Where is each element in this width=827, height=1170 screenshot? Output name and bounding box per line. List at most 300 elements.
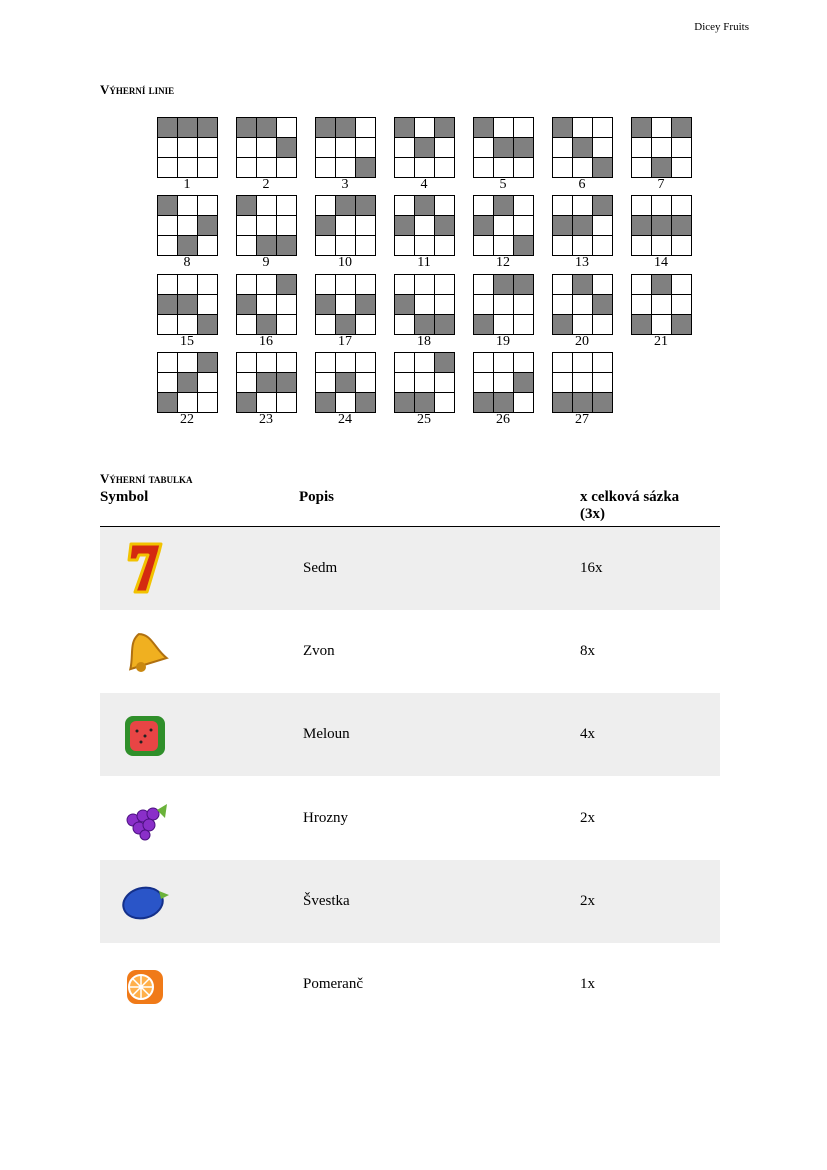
payline-cell-active (356, 196, 376, 216)
payline-cell (178, 315, 198, 335)
payline-cell (494, 216, 514, 236)
payline-cell (415, 216, 435, 236)
payline-cell-active (553, 393, 573, 413)
payline-cell (652, 118, 672, 138)
payline-cell (277, 315, 297, 335)
payline-cell (514, 393, 534, 413)
payline-cell (257, 393, 277, 413)
payline-cell (474, 275, 494, 295)
payline-cell (336, 393, 356, 413)
column-header-multiplier-line2: (3x) (580, 506, 605, 522)
payline-number: 19 (496, 334, 510, 349)
payline-diagram (315, 352, 376, 413)
payline-cell (573, 295, 593, 315)
payline-cell-active (237, 118, 257, 138)
payline-cell (257, 216, 277, 236)
symbol-description: Meloun (303, 726, 350, 742)
payline-cell (593, 236, 613, 256)
payline-cell (336, 353, 356, 373)
payline-cell-active (474, 393, 494, 413)
payline-diagram (236, 274, 297, 335)
payline-cell (435, 393, 455, 413)
payline-cell-active (632, 216, 652, 236)
payline-cell (198, 373, 218, 393)
payline-diagram (631, 274, 692, 335)
payline-cell-active (178, 236, 198, 256)
payline-cell (514, 216, 534, 236)
payline-cell (237, 158, 257, 178)
payline-cell (277, 353, 297, 373)
payline-cell-active (257, 373, 277, 393)
payline-cell (257, 158, 277, 178)
column-header-description: Popis (299, 489, 335, 505)
payline-cell-active (336, 373, 356, 393)
payline-number: 16 (259, 334, 273, 349)
payline-cell (593, 118, 613, 138)
payline-diagram (552, 195, 613, 256)
payline-number: 15 (180, 334, 194, 349)
payline-cell (474, 353, 494, 373)
payline-cell-active (257, 236, 277, 256)
payline-cell (395, 196, 415, 216)
payline-cell-active (336, 196, 356, 216)
payline-cell (514, 295, 534, 315)
payline-cell (316, 353, 336, 373)
payline-cell (573, 315, 593, 335)
symbol-description: Sedm (303, 560, 338, 576)
payline-cell (336, 275, 356, 295)
payline-diagram (236, 352, 297, 413)
payline-diagram (552, 352, 613, 413)
payline-number: 9 (262, 255, 270, 270)
column-header-multiplier (580, 489, 679, 523)
payline-cell-active (474, 118, 494, 138)
payline-cell (356, 353, 376, 373)
payline-cell (494, 315, 514, 335)
payline-cell-active (395, 295, 415, 315)
payline-diagram (394, 117, 455, 178)
payline-cell (316, 315, 336, 335)
payline-cell (395, 275, 415, 295)
payline-cell (632, 236, 652, 256)
seven-icon (115, 538, 175, 598)
payline-number: 11 (417, 255, 431, 270)
table-row (100, 610, 720, 693)
payline-cell (336, 138, 356, 158)
payline-diagram (473, 352, 534, 413)
payline-cell (632, 138, 652, 158)
symbol-description: Švestka (303, 893, 350, 909)
orange-icon (115, 954, 175, 1014)
payline-cell (356, 373, 376, 393)
payline-cell-active (593, 393, 613, 413)
payline-number: 7 (657, 177, 665, 192)
payline-cell-active (415, 196, 435, 216)
payline-cell-active (435, 353, 455, 373)
payline-cell (277, 216, 297, 236)
payline-cell-active (257, 315, 277, 335)
payline-cell (178, 393, 198, 413)
payline-diagram (157, 274, 218, 335)
payline-number: 1 (183, 177, 191, 192)
payline-cell-active (198, 118, 218, 138)
payline-cell (593, 373, 613, 393)
column-header-multiplier-line1: x celková sázka (580, 489, 680, 505)
payline-number: 5 (499, 177, 507, 192)
payline-cell (395, 315, 415, 335)
payline-cell (514, 118, 534, 138)
payline-cell (178, 216, 198, 236)
payline-cell (632, 295, 652, 315)
payline-cell (573, 158, 593, 178)
payline-cell-active (672, 315, 692, 335)
payline-number: 3 (341, 177, 349, 192)
payline-diagram (315, 274, 376, 335)
payline-diagram (236, 195, 297, 256)
payline-cell (474, 196, 494, 216)
payline-cell-active (415, 393, 435, 413)
payline-cell-active (672, 216, 692, 236)
payline-cell-active (553, 315, 573, 335)
payline-cell (593, 216, 613, 236)
payline-cell (198, 236, 218, 256)
payline-cell-active (356, 393, 376, 413)
payline-number: 12 (496, 255, 510, 270)
payline-cell (316, 275, 336, 295)
payline-number: 4 (420, 177, 428, 192)
payline-cell-active (573, 393, 593, 413)
payline-cell (593, 275, 613, 295)
payline-cell (158, 158, 178, 178)
payline-cell (237, 373, 257, 393)
payline-cell (336, 236, 356, 256)
payline-cell-active (198, 353, 218, 373)
payline-cell (435, 158, 455, 178)
payline-cell (316, 373, 336, 393)
payline-cell (356, 118, 376, 138)
payline-cell-active (514, 236, 534, 256)
payline-cell (514, 196, 534, 216)
payline-diagram (552, 274, 613, 335)
payline-diagram (631, 195, 692, 256)
symbol-multiplier: 2x (580, 893, 595, 909)
payline-cell (652, 196, 672, 216)
payline-cell-active (316, 295, 336, 315)
payline-cell-active (198, 315, 218, 335)
payline-cell (474, 138, 494, 158)
payline-number: 8 (183, 255, 191, 270)
payline-cell (553, 373, 573, 393)
payline-cell (573, 373, 593, 393)
payline-diagram (315, 117, 376, 178)
grapes-icon (115, 788, 175, 848)
payline-cell (573, 196, 593, 216)
payline-cell (435, 373, 455, 393)
payline-cell-active (652, 158, 672, 178)
payline-cell (395, 138, 415, 158)
payline-diagram (157, 352, 218, 413)
payline-cell-active (395, 216, 415, 236)
payline-cell (593, 315, 613, 335)
payline-diagram (315, 195, 376, 256)
payline-cell (672, 158, 692, 178)
payline-cell (316, 158, 336, 178)
payline-cell-active (652, 216, 672, 236)
payline-cell (474, 373, 494, 393)
payline-cell-active (494, 393, 514, 413)
payline-number: 17 (338, 334, 352, 349)
payline-diagram (473, 274, 534, 335)
payline-cell (514, 158, 534, 178)
payline-number: 14 (654, 255, 668, 270)
payline-cell (257, 275, 277, 295)
payline-cell (277, 118, 297, 138)
payline-cell (672, 196, 692, 216)
payline-diagram (394, 195, 455, 256)
payline-cell-active (277, 138, 297, 158)
payline-cell (474, 295, 494, 315)
payline-cell (178, 196, 198, 216)
payline-cell (494, 158, 514, 178)
payline-cell-active (237, 295, 257, 315)
payline-cell (435, 196, 455, 216)
payline-cell (415, 118, 435, 138)
table-row (100, 860, 720, 943)
payline-cell (553, 196, 573, 216)
payline-cell (494, 353, 514, 373)
payline-cell (474, 158, 494, 178)
payline-cell-active (277, 275, 297, 295)
payline-number: 13 (575, 255, 589, 270)
payline-cell (336, 158, 356, 178)
payline-cell-active (178, 118, 198, 138)
payline-cell-active (474, 315, 494, 335)
payline-diagram (394, 274, 455, 335)
payline-cell-active (514, 138, 534, 158)
symbol-multiplier: 2x (580, 810, 595, 826)
payline-number: 22 (180, 412, 194, 427)
payline-cell (553, 295, 573, 315)
payline-cell-active (415, 315, 435, 335)
payline-cell (415, 275, 435, 295)
payline-cell-active (178, 373, 198, 393)
payline-diagram (552, 117, 613, 178)
payline-cell (198, 275, 218, 295)
payline-cell (336, 295, 356, 315)
payline-cell (672, 236, 692, 256)
table-row (100, 693, 720, 776)
payline-cell (198, 196, 218, 216)
payline-cell (652, 138, 672, 158)
payline-number: 2 (262, 177, 270, 192)
payline-cell (415, 295, 435, 315)
payline-cell (316, 138, 336, 158)
payline-number: 24 (338, 412, 352, 427)
payline-cell (356, 275, 376, 295)
payline-cell (632, 196, 652, 216)
payline-cell (158, 216, 178, 236)
payline-cell-active (198, 216, 218, 236)
payline-cell-active (514, 373, 534, 393)
payline-cell (494, 373, 514, 393)
payline-number: 10 (338, 255, 352, 270)
payline-cell-active (158, 118, 178, 138)
payline-cell-active (356, 158, 376, 178)
payline-cell-active (632, 118, 652, 138)
payline-cell (198, 138, 218, 158)
payline-cell (356, 216, 376, 236)
payline-cell-active (514, 275, 534, 295)
payline-cell (553, 275, 573, 295)
payline-diagram (473, 117, 534, 178)
payline-cell-active (553, 118, 573, 138)
payline-cell (494, 118, 514, 138)
payline-cell-active (494, 196, 514, 216)
payline-cell (316, 196, 336, 216)
payline-cell (395, 353, 415, 373)
payline-cell (336, 216, 356, 236)
symbol-multiplier: 8x (580, 643, 595, 659)
payline-cell-active (237, 393, 257, 413)
payline-cell (553, 158, 573, 178)
payline-cell-active (573, 216, 593, 236)
payline-diagram (236, 117, 297, 178)
payline-cell (593, 138, 613, 158)
payline-cell-active (316, 216, 336, 236)
symbol-multiplier: 16x (580, 560, 603, 576)
paytable-heading: Výherní tabulka (100, 471, 193, 486)
payline-cell (316, 236, 336, 256)
payline-cell (672, 138, 692, 158)
payline-cell (237, 216, 257, 236)
payline-cell-active (395, 118, 415, 138)
payline-cell (178, 275, 198, 295)
payline-cell (494, 295, 514, 315)
payline-cell (178, 138, 198, 158)
payline-cell-active (573, 138, 593, 158)
payline-cell-active (672, 118, 692, 138)
payline-number: 18 (417, 334, 431, 349)
payline-cell (237, 236, 257, 256)
table-row (100, 527, 720, 610)
payline-cell (435, 295, 455, 315)
plum-icon (115, 871, 175, 931)
payline-cell (395, 236, 415, 256)
payline-cell (237, 315, 257, 335)
payline-diagram (157, 117, 218, 178)
symbol-multiplier: 4x (580, 726, 595, 742)
payline-cell-active (632, 315, 652, 335)
payline-cell (356, 138, 376, 158)
document-header-title: Dicey Fruits (694, 21, 749, 33)
payline-cell (435, 236, 455, 256)
payline-cell (474, 236, 494, 256)
payline-cell-active (277, 373, 297, 393)
payline-cell-active (316, 118, 336, 138)
payline-cell (652, 315, 672, 335)
payline-cell-active (158, 393, 178, 413)
payline-cell (652, 236, 672, 256)
symbol-description: Pomeranč (303, 976, 363, 992)
payline-cell (435, 138, 455, 158)
payline-cell-active (474, 216, 494, 236)
payline-cell-active (178, 295, 198, 315)
payline-cell (237, 138, 257, 158)
payline-number: 20 (575, 334, 589, 349)
payline-number: 26 (496, 412, 510, 427)
payline-cell (672, 275, 692, 295)
payline-cell (178, 158, 198, 178)
payline-cell (415, 158, 435, 178)
payline-number: 6 (578, 177, 586, 192)
payline-cell-active (494, 275, 514, 295)
payline-cell-active (237, 196, 257, 216)
payline-number: 27 (575, 412, 589, 427)
column-header-symbol: Symbol (100, 489, 149, 505)
payline-cell (632, 275, 652, 295)
payline-cell-active (316, 393, 336, 413)
payline-cell-active (277, 236, 297, 256)
payline-cell (652, 295, 672, 315)
payline-diagram (394, 352, 455, 413)
payline-number: 25 (417, 412, 431, 427)
payline-cell (553, 236, 573, 256)
bell-icon (115, 621, 175, 681)
payline-cell-active (593, 196, 613, 216)
payline-cell (514, 315, 534, 335)
payline-cell (158, 315, 178, 335)
payline-cell (158, 275, 178, 295)
payline-cell-active (494, 138, 514, 158)
payline-cell (257, 196, 277, 216)
payline-cell (395, 373, 415, 393)
symbol-description: Zvon (303, 643, 335, 659)
payline-cell (593, 353, 613, 373)
payline-cell (553, 353, 573, 373)
payline-cell-active (593, 158, 613, 178)
payline-cell (198, 295, 218, 315)
payline-cell-active (336, 118, 356, 138)
payline-cell-active (553, 216, 573, 236)
payline-cell (257, 138, 277, 158)
watermelon-icon (115, 704, 175, 764)
payline-cell-active (356, 295, 376, 315)
payline-cell (198, 393, 218, 413)
table-row (100, 777, 720, 860)
payline-cell (277, 196, 297, 216)
payline-cell-active (573, 275, 593, 295)
payline-cell-active (652, 275, 672, 295)
payline-cell (237, 353, 257, 373)
symbol-multiplier: 1x (580, 976, 595, 992)
payline-cell-active (593, 295, 613, 315)
payline-cell (158, 236, 178, 256)
payline-cell (257, 295, 277, 315)
payline-cell (277, 158, 297, 178)
payline-cell (415, 236, 435, 256)
payline-cell (237, 275, 257, 295)
payline-cell (277, 393, 297, 413)
payline-cell (277, 295, 297, 315)
payline-cell-active (336, 315, 356, 335)
payline-cell (573, 353, 593, 373)
payline-cell-active (435, 216, 455, 236)
payline-cell (158, 353, 178, 373)
payline-cell (435, 275, 455, 295)
payline-cell-active (435, 118, 455, 138)
payline-cell (514, 353, 534, 373)
payline-cell (198, 158, 218, 178)
